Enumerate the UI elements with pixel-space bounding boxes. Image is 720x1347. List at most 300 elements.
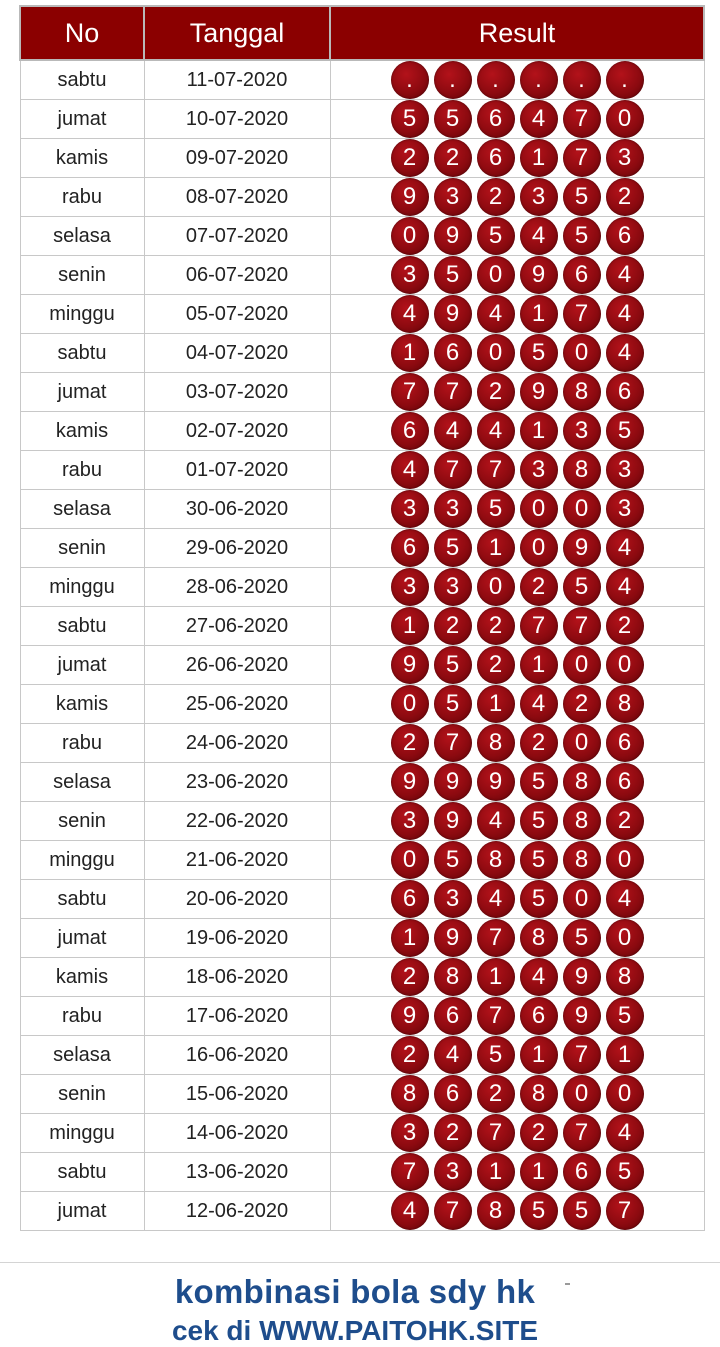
- table-row: [20, 217, 704, 256]
- day-cell: sabtu: [20, 607, 144, 646]
- date-cell: 06-07-2020: [144, 256, 330, 295]
- table-row: [20, 1114, 704, 1153]
- result-ball: 5: [391, 100, 429, 138]
- result-ball: 4: [606, 1114, 644, 1152]
- result-cell: [330, 880, 704, 919]
- result-ball: 9: [391, 178, 429, 216]
- result-ball: 8: [434, 958, 472, 996]
- result-cell: [330, 373, 704, 412]
- day-cell: selasa: [20, 763, 144, 802]
- header-tanggal: Tanggal: [144, 6, 330, 60]
- table-row: [20, 958, 704, 997]
- result-ball: 4: [606, 295, 644, 333]
- result-ball: 3: [391, 256, 429, 294]
- result-ball: 3: [606, 139, 644, 177]
- result-cell: [330, 334, 704, 373]
- result-cell: [330, 1192, 704, 1231]
- result-ball: 0: [477, 256, 515, 294]
- result-ball: 0: [520, 529, 558, 567]
- result-ball: 9: [434, 217, 472, 255]
- result-ball: 4: [606, 334, 644, 372]
- result-ball: 5: [563, 178, 601, 216]
- result-ball: 6: [391, 880, 429, 918]
- result-ball: 2: [606, 178, 644, 216]
- result-cell: [330, 295, 704, 334]
- result-ball: 2: [477, 646, 515, 684]
- result-balls: [331, 997, 704, 1035]
- result-balls: [331, 529, 704, 567]
- result-ball: 3: [434, 880, 472, 918]
- result-ball: 5: [563, 1192, 601, 1230]
- result-cell: [330, 1036, 704, 1075]
- result-ball: 9: [520, 256, 558, 294]
- date-cell: 23-06-2020: [144, 763, 330, 802]
- table-body: [20, 60, 704, 1231]
- result-ball: 7: [563, 139, 601, 177]
- result-ball: 5: [606, 1153, 644, 1191]
- table-row: [20, 880, 704, 919]
- result-ball: 6: [606, 373, 644, 411]
- day-cell: kamis: [20, 685, 144, 724]
- result-ball: 4: [477, 880, 515, 918]
- result-ball: 4: [520, 217, 558, 255]
- day-cell: jumat: [20, 373, 144, 412]
- table-row: [20, 1075, 704, 1114]
- footer-banner: [0, 1262, 720, 1347]
- table-row: [20, 1153, 704, 1192]
- result-balls: [331, 919, 704, 957]
- result-ball: 1: [520, 1036, 558, 1074]
- result-ball: 8: [477, 724, 515, 762]
- date-cell: 22-06-2020: [144, 802, 330, 841]
- result-ball: 1: [606, 1036, 644, 1074]
- result-ball: 2: [477, 1075, 515, 1113]
- result-ball: 7: [477, 997, 515, 1035]
- day-cell: jumat: [20, 1192, 144, 1231]
- table-row: [20, 568, 704, 607]
- result-ball: 0: [606, 646, 644, 684]
- result-ball: 2: [563, 685, 601, 723]
- result-ball: 6: [391, 412, 429, 450]
- result-balls: [331, 412, 704, 450]
- result-ball: 5: [563, 568, 601, 606]
- result-ball: 6: [434, 334, 472, 372]
- result-ball: 1: [477, 958, 515, 996]
- day-cell: rabu: [20, 451, 144, 490]
- result-balls: [331, 646, 704, 684]
- date-cell: 10-07-2020: [144, 100, 330, 139]
- result-ball: 5: [434, 841, 472, 879]
- result-ball: 1: [520, 646, 558, 684]
- result-ball: 6: [520, 997, 558, 1035]
- result-ball: 7: [434, 373, 472, 411]
- result-ball: 3: [434, 568, 472, 606]
- day-cell: minggu: [20, 1114, 144, 1153]
- result-ball: 5: [520, 334, 558, 372]
- result-balls: [331, 139, 704, 177]
- result-ball: 8: [606, 958, 644, 996]
- result-ball: 3: [434, 1153, 472, 1191]
- result-balls: [331, 256, 704, 294]
- day-cell: jumat: [20, 919, 144, 958]
- header-result: Result: [330, 6, 704, 60]
- result-ball: 7: [563, 100, 601, 138]
- header-no: No: [20, 6, 144, 60]
- result-ball: 9: [434, 295, 472, 333]
- result-ball: 8: [563, 763, 601, 801]
- result-ball: 8: [391, 1075, 429, 1113]
- result-ball: 2: [434, 1114, 472, 1152]
- result-ball: 6: [391, 529, 429, 567]
- day-cell: minggu: [20, 568, 144, 607]
- result-ball: 5: [520, 880, 558, 918]
- table-header-row: [20, 6, 704, 60]
- result-ball: 8: [563, 841, 601, 879]
- result-cell: [330, 256, 704, 295]
- result-ball: 4: [520, 685, 558, 723]
- footer-title: kombinasi bola sdy hk: [174, 1273, 536, 1310]
- table-row: [20, 139, 704, 178]
- table-row: [20, 373, 704, 412]
- date-cell: 16-06-2020: [144, 1036, 330, 1075]
- day-cell: selasa: [20, 1036, 144, 1075]
- result-ball: 5: [520, 1192, 558, 1230]
- result-ball: 2: [520, 724, 558, 762]
- date-cell: 05-07-2020: [144, 295, 330, 334]
- result-ball: 5: [606, 997, 644, 1035]
- result-cell: [330, 958, 704, 997]
- day-cell: senin: [20, 802, 144, 841]
- result-cell: [330, 217, 704, 256]
- result-ball: 3: [520, 178, 558, 216]
- result-ball: 0: [520, 490, 558, 528]
- date-cell: 27-06-2020: [144, 607, 330, 646]
- date-cell: 03-07-2020: [144, 373, 330, 412]
- result-ball: 4: [434, 1036, 472, 1074]
- result-ball: 5: [434, 100, 472, 138]
- result-ball: .: [520, 61, 558, 99]
- result-ball: .: [434, 61, 472, 99]
- result-ball: 0: [477, 334, 515, 372]
- result-ball: 5: [477, 217, 515, 255]
- table-row: [20, 763, 704, 802]
- result-ball: 8: [520, 1075, 558, 1113]
- result-ball: 1: [391, 607, 429, 645]
- table-row: [20, 451, 704, 490]
- result-ball: 3: [563, 412, 601, 450]
- result-ball: 0: [391, 217, 429, 255]
- result-cell: [330, 1075, 704, 1114]
- result-ball: 1: [520, 1153, 558, 1191]
- result-ball: 0: [391, 685, 429, 723]
- result-ball: 2: [520, 568, 558, 606]
- result-ball: 3: [391, 490, 429, 528]
- result-balls: [331, 607, 704, 645]
- result-ball: 6: [477, 100, 515, 138]
- table-row: [20, 334, 704, 373]
- result-ball: 8: [477, 1192, 515, 1230]
- result-balls: [331, 802, 704, 840]
- table-row: [20, 1192, 704, 1231]
- result-cell: [330, 1153, 704, 1192]
- result-balls: [331, 1075, 704, 1113]
- result-ball: 7: [391, 373, 429, 411]
- result-ball: 1: [477, 1153, 515, 1191]
- date-cell: 24-06-2020: [144, 724, 330, 763]
- date-cell: 07-07-2020: [144, 217, 330, 256]
- result-balls: [331, 61, 704, 99]
- table-row: [20, 256, 704, 295]
- result-ball: 7: [477, 451, 515, 489]
- result-ball: 7: [563, 1036, 601, 1074]
- result-ball: 2: [391, 958, 429, 996]
- day-cell: rabu: [20, 997, 144, 1036]
- result-ball: 4: [520, 958, 558, 996]
- date-cell: 21-06-2020: [144, 841, 330, 880]
- result-balls: [331, 763, 704, 801]
- result-ball: 4: [477, 295, 515, 333]
- result-balls: [331, 685, 704, 723]
- result-ball: 8: [606, 685, 644, 723]
- date-cell: 08-07-2020: [144, 178, 330, 217]
- result-ball: 8: [520, 919, 558, 957]
- result-ball: 5: [563, 217, 601, 255]
- date-cell: 29-06-2020: [144, 529, 330, 568]
- table-row: [20, 295, 704, 334]
- result-ball: 3: [434, 178, 472, 216]
- result-balls: [331, 880, 704, 918]
- day-cell: senin: [20, 1075, 144, 1114]
- date-cell: 13-06-2020: [144, 1153, 330, 1192]
- result-ball: 7: [434, 1192, 472, 1230]
- result-cell: [330, 412, 704, 451]
- result-ball: .: [563, 61, 601, 99]
- table-row: [20, 60, 704, 100]
- result-ball: 6: [434, 1075, 472, 1113]
- day-cell: selasa: [20, 217, 144, 256]
- result-ball: 0: [563, 1075, 601, 1113]
- table-row: [20, 178, 704, 217]
- result-ball: 2: [391, 139, 429, 177]
- day-cell: jumat: [20, 100, 144, 139]
- result-ball: 2: [391, 724, 429, 762]
- result-ball: 4: [477, 412, 515, 450]
- result-ball: 2: [434, 139, 472, 177]
- result-ball: 2: [477, 607, 515, 645]
- result-ball: 4: [391, 295, 429, 333]
- table-row: [20, 646, 704, 685]
- result-balls: [331, 1114, 704, 1152]
- table-row: [20, 490, 704, 529]
- day-cell: sabtu: [20, 334, 144, 373]
- result-ball: 4: [606, 256, 644, 294]
- result-ball: 3: [391, 1114, 429, 1152]
- day-cell: senin: [20, 256, 144, 295]
- result-ball: 5: [434, 685, 472, 723]
- date-cell: 18-06-2020: [144, 958, 330, 997]
- result-cell: [330, 451, 704, 490]
- footer-dot: [565, 1283, 570, 1285]
- result-ball: 1: [477, 685, 515, 723]
- result-balls: [331, 373, 704, 411]
- result-ball: 1: [391, 334, 429, 372]
- result-balls: [331, 100, 704, 138]
- result-ball: 0: [391, 841, 429, 879]
- result-ball: 9: [391, 763, 429, 801]
- result-ball: 5: [477, 1036, 515, 1074]
- table-row: [20, 919, 704, 958]
- result-ball: 9: [520, 373, 558, 411]
- result-cell: [330, 529, 704, 568]
- date-cell: 20-06-2020: [144, 880, 330, 919]
- result-ball: 7: [391, 1153, 429, 1191]
- result-ball: 5: [477, 490, 515, 528]
- result-cell: [330, 919, 704, 958]
- result-cell: [330, 490, 704, 529]
- day-cell: selasa: [20, 490, 144, 529]
- result-balls: [331, 451, 704, 489]
- result-ball: 4: [477, 802, 515, 840]
- result-ball: 9: [563, 997, 601, 1035]
- result-ball: 3: [434, 490, 472, 528]
- result-ball: 1: [391, 919, 429, 957]
- result-cell: [330, 763, 704, 802]
- result-ball: 1: [520, 412, 558, 450]
- result-balls: [331, 295, 704, 333]
- result-ball: 0: [606, 919, 644, 957]
- result-ball: 2: [477, 373, 515, 411]
- date-cell: 02-07-2020: [144, 412, 330, 451]
- result-ball: 3: [606, 451, 644, 489]
- result-ball: 6: [477, 139, 515, 177]
- result-balls: [331, 568, 704, 606]
- result-ball: 9: [563, 958, 601, 996]
- result-ball: 7: [520, 607, 558, 645]
- result-balls: [331, 217, 704, 255]
- result-ball: 1: [520, 139, 558, 177]
- result-cell: [330, 60, 704, 100]
- table-row: [20, 841, 704, 880]
- result-ball: 4: [606, 880, 644, 918]
- result-ball: 4: [520, 100, 558, 138]
- result-ball: 7: [563, 607, 601, 645]
- result-ball: 8: [477, 841, 515, 879]
- result-ball: 6: [606, 217, 644, 255]
- result-balls: [331, 490, 704, 528]
- result-ball: 5: [434, 646, 472, 684]
- result-ball: 9: [434, 802, 472, 840]
- result-ball: 7: [606, 1192, 644, 1230]
- result-ball: 6: [563, 256, 601, 294]
- result-cell: [330, 139, 704, 178]
- date-cell: 14-06-2020: [144, 1114, 330, 1153]
- result-ball: 2: [434, 607, 472, 645]
- day-cell: minggu: [20, 295, 144, 334]
- result-ball: 9: [434, 763, 472, 801]
- day-cell: minggu: [20, 841, 144, 880]
- result-ball: 6: [606, 724, 644, 762]
- result-ball: 4: [606, 568, 644, 606]
- footer-website: cek di WWW.PAITOHK.SITE: [171, 1315, 539, 1346]
- result-cell: [330, 178, 704, 217]
- result-cell: [330, 685, 704, 724]
- result-ball: 4: [606, 529, 644, 567]
- table-row: [20, 607, 704, 646]
- result-balls: [331, 178, 704, 216]
- result-ball: 7: [434, 724, 472, 762]
- result-cell: [330, 724, 704, 763]
- date-cell: 17-06-2020: [144, 997, 330, 1036]
- result-cell: [330, 607, 704, 646]
- result-ball: 1: [520, 295, 558, 333]
- result-ball: 0: [563, 334, 601, 372]
- result-ball: 6: [563, 1153, 601, 1191]
- result-ball: 7: [563, 295, 601, 333]
- result-ball: 4: [434, 412, 472, 450]
- result-ball: 5: [434, 256, 472, 294]
- result-balls: [331, 1153, 704, 1191]
- date-cell: 04-07-2020: [144, 334, 330, 373]
- date-cell: 09-07-2020: [144, 139, 330, 178]
- result-ball: 1: [477, 529, 515, 567]
- result-ball: 0: [606, 841, 644, 879]
- day-cell: rabu: [20, 178, 144, 217]
- table-row: [20, 100, 704, 139]
- result-ball: 0: [563, 490, 601, 528]
- result-ball: 0: [606, 100, 644, 138]
- result-ball: 6: [606, 763, 644, 801]
- result-ball: 2: [520, 1114, 558, 1152]
- result-ball: 5: [434, 529, 472, 567]
- result-ball: 2: [606, 802, 644, 840]
- result-ball: 8: [563, 373, 601, 411]
- result-ball: 5: [606, 412, 644, 450]
- result-ball: 0: [563, 880, 601, 918]
- result-ball: 3: [391, 568, 429, 606]
- result-ball: 4: [391, 451, 429, 489]
- day-cell: jumat: [20, 646, 144, 685]
- result-ball: 7: [477, 1114, 515, 1152]
- result-ball: 9: [391, 646, 429, 684]
- result-balls: [331, 1192, 704, 1230]
- result-ball: 5: [520, 841, 558, 879]
- result-ball: 2: [606, 607, 644, 645]
- table-row: [20, 685, 704, 724]
- day-cell: sabtu: [20, 1153, 144, 1192]
- result-ball: 3: [391, 802, 429, 840]
- result-balls: [331, 841, 704, 879]
- table-row: [20, 997, 704, 1036]
- result-ball: .: [391, 61, 429, 99]
- result-cell: [330, 1114, 704, 1153]
- result-ball: 0: [563, 724, 601, 762]
- result-ball: 3: [520, 451, 558, 489]
- table-row: [20, 802, 704, 841]
- result-ball: .: [606, 61, 644, 99]
- result-ball: 0: [477, 568, 515, 606]
- date-cell: 28-06-2020: [144, 568, 330, 607]
- date-cell: 01-07-2020: [144, 451, 330, 490]
- table-row: [20, 1036, 704, 1075]
- result-cell: [330, 997, 704, 1036]
- day-cell: sabtu: [20, 60, 144, 100]
- date-cell: 19-06-2020: [144, 919, 330, 958]
- result-ball: 9: [434, 919, 472, 957]
- table-row: [20, 412, 704, 451]
- result-cell: [330, 841, 704, 880]
- date-cell: 30-06-2020: [144, 490, 330, 529]
- result-ball: 2: [391, 1036, 429, 1074]
